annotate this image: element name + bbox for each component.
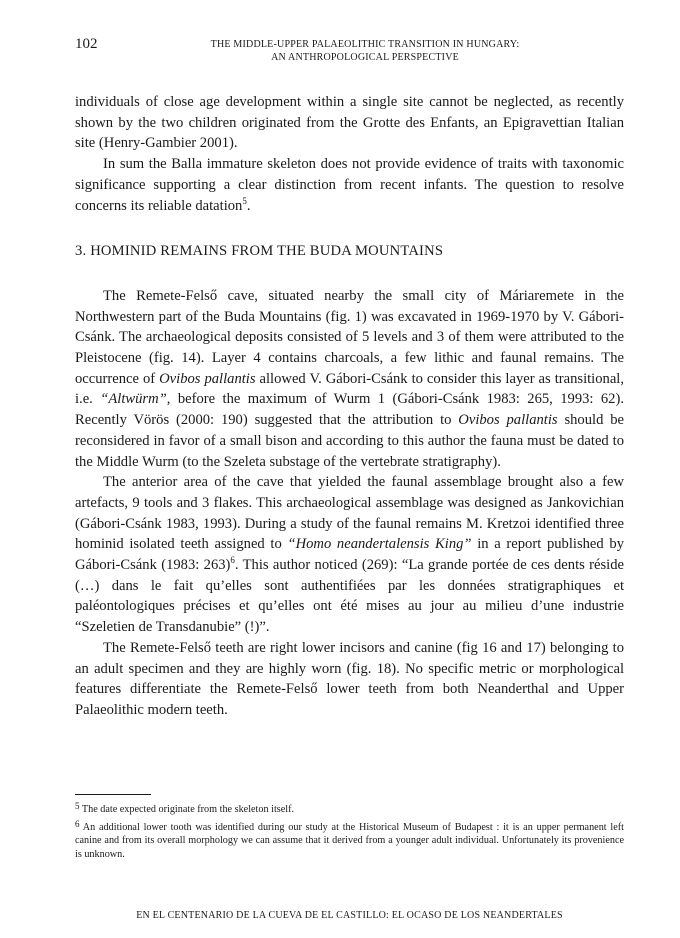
paragraph-2-end: . xyxy=(246,197,251,214)
running-head-line-1: THE MIDDLE-UPPER PALAEOLITHIC TRANSITION IN HUNGARY: xyxy=(210,39,520,50)
running-head xyxy=(150,38,580,64)
footnote-text: The date expected originate from the skeleton itself. xyxy=(81,804,295,815)
paragraph-2 xyxy=(75,154,624,216)
paragraph-4-part-c: . This author noticed (269): “La grande portée de ces dents réside (…) dans le fait qu’elles sont authentifiées par les données stratigraphiques et paléontologiques précises et qu’elles ont été mises au jour au milieu d’une industrie “Szeletien de Transdanubie” (!)”. xyxy=(75,557,624,636)
paragraph-3-part-b: allowed V. Gábori-Csánk to consider this layer as transitional, i.e. xyxy=(75,370,625,408)
footnote-ref-5[interactable]: 5 xyxy=(242,195,247,206)
paragraph-4-part-b: in a report published by Gábori-Csánk (1983: 263) xyxy=(75,536,624,574)
footnotes xyxy=(75,803,624,865)
paragraph-3-part-c: , before the maximum of Wurm 1 (Gábori-Csánk 1983: 265, 1993: 62). Recently Vörös (2000: 190) suggested that the attribution to xyxy=(75,391,624,429)
paragraph-4 xyxy=(75,472,624,638)
footnote-divider xyxy=(75,794,151,795)
footnote-text: An additional lower tooth was identified during our study at the Historical Museum of Budapest : it is an upper permanent left canine and from its overall morphology we can assume that it derived from a younger adult individual. Unfortunately its provenience is unknown. xyxy=(75,821,625,860)
footnote-ref-6[interactable]: 6 xyxy=(230,555,235,566)
page-number: 102 xyxy=(75,36,98,52)
running-head-line-2: AN ANTHROPOLOGICAL PERSPECTIVE xyxy=(271,52,459,63)
paragraph-4-part-a: The anterior area of the cave that yielded the faunal assemblage brought also a few artefacts, 9 tools and 3 flakes. This archaeological assemblage was designed as Jankovichian (Gábori-Csánk 1983, 1993). During a study of the faunal remains M. Kretzoi identified three hominid isolated teeth assigned to xyxy=(75,474,624,553)
taxon-name-italic: “Homo neandertalensis King” xyxy=(287,536,472,553)
paragraph-3 xyxy=(75,286,624,472)
altwurm-term-italic: “Altwürm” xyxy=(100,391,167,408)
paragraph-3-part-a: The Remete-Felső cave, situated nearby the small city of Máriaremete in the Northwestern part of the Buda Mountains (fig. 1) was excavated in 1969-1970 by V. Gábori-Csánk. The archaeological deposits consisted of 5 levels and 3 of them were attributed to the Pleistocene (fig. 14). Layer 4 contains charcoals, a few lithic and faunal remains. The occurrence of xyxy=(75,287,624,387)
section-heading: 3. HOMINID REMAINS FROM THE BUDA MOUNTAINS xyxy=(75,243,444,260)
running-foot: EN EL CENTENARIO DE LA CUEVA DE EL CASTILLO: EL OCASO DE LOS NEANDERTALES xyxy=(136,910,563,921)
paragraph-2-text: In sum the Balla immature skeleton does not provide evidence of traits with taxonomic significance supporting a clear distinction from recent infants. The question to resolve concerns its reliable datation xyxy=(75,156,624,214)
footnote-marker: 6 xyxy=(75,818,80,829)
footnote-5 xyxy=(75,803,624,817)
species-name-italic-2: Ovibos pallantis xyxy=(458,412,558,429)
body-text xyxy=(75,92,624,721)
paragraph-1: individuals of close age development within a single site cannot be neglected, as recently shown by the two children originated from the Grotte des Enfants, an Epigravettian Italian site (Henry-Gambier 2001). xyxy=(75,94,624,152)
paragraph-5: The Remete-Felső teeth are right lower incisors and canine (fig 16 and 17) belonging to an adult specimen and they are highly worn (fig. 18). No specific metric or morphological features differentiate the Remete-Felső lower teeth from both Neanderthal and Upper Palaeolithic modern teeth. xyxy=(75,639,624,718)
species-name-italic: Ovibos pallantis xyxy=(159,370,256,387)
footnote-6 xyxy=(75,818,625,862)
paragraph-3-part-d: should be reconsidered in favor of a small bison and according to this author the fauna must be dated to the Middle Wurm (to the Szeleta substage of the vertebrate stratigraphy). xyxy=(75,412,625,470)
footnote-marker: 5 xyxy=(75,801,80,811)
